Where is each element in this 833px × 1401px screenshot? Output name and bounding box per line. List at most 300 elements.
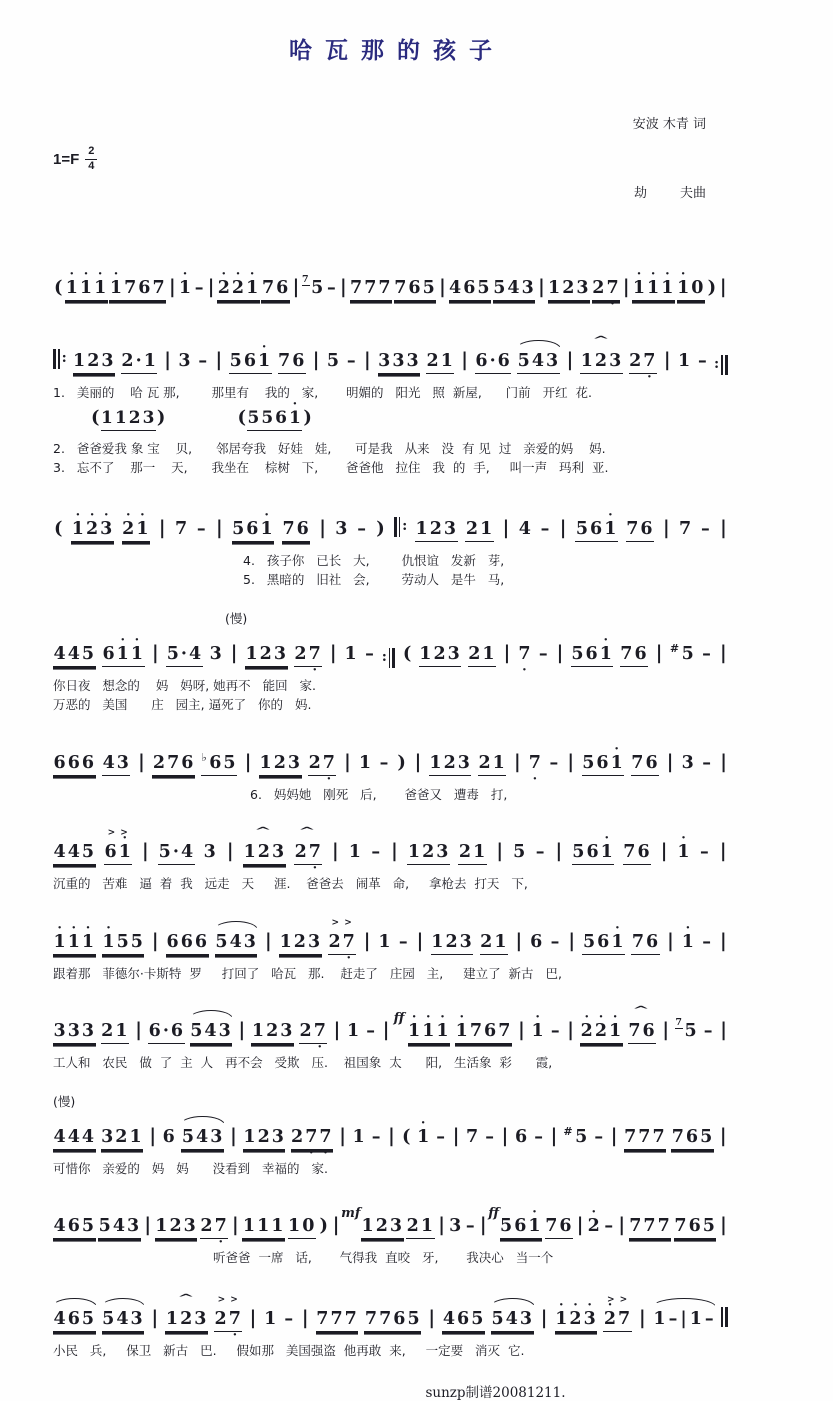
note-char: –	[398, 931, 409, 952]
note-char: · 1	[67, 932, 81, 952]
note-char: · 2	[587, 1216, 601, 1236]
note-group	[491, 1309, 534, 1332]
note-char: 4	[204, 1021, 218, 1041]
note-group	[53, 1216, 96, 1239]
note-char: 5	[681, 643, 695, 664]
note-char: 5	[571, 643, 585, 664]
note-group	[229, 351, 272, 374]
note-char: 7	[278, 351, 292, 371]
note-char: 5	[229, 351, 243, 371]
note-group	[540, 519, 551, 541]
note-group	[53, 932, 96, 955]
note-group	[53, 1127, 96, 1150]
note-char: –	[535, 842, 546, 862]
note-char: –	[668, 1308, 679, 1329]
note-group	[675, 1017, 698, 1043]
note-group	[178, 351, 192, 373]
notation-line	[53, 825, 728, 874]
note-char: · 1	[408, 1021, 422, 1041]
note-char: 1	[653, 1308, 667, 1329]
note-group	[155, 1216, 198, 1239]
note-char: 6	[637, 842, 651, 862]
note-char: 6	[181, 752, 195, 773]
dynamic-mark: ff	[488, 1206, 499, 1221]
music-system	[53, 331, 728, 478]
note-char: 1	[361, 1216, 375, 1236]
note-group	[465, 1216, 476, 1238]
note-group	[109, 278, 166, 301]
note-group	[243, 826, 286, 865]
barline: |	[438, 276, 446, 298]
note-char: 7	[379, 1308, 393, 1329]
dynamic-mark: mf	[341, 1206, 361, 1221]
note-char: 1	[480, 518, 494, 539]
note-char: –	[700, 518, 711, 539]
note-char: 3	[142, 407, 156, 428]
barline: |	[292, 276, 300, 298]
note-char: 2	[328, 931, 342, 952]
note-group	[702, 932, 713, 954]
barline: |	[339, 276, 347, 298]
note-char: 1	[243, 1126, 257, 1147]
note-char: 1	[243, 842, 257, 862]
note-char: 6	[162, 1126, 176, 1147]
note-char: 6	[194, 931, 209, 952]
repeat-end-barline: :	[382, 648, 396, 668]
note-char: 1	[143, 351, 157, 371]
note-group	[669, 641, 695, 666]
note-char: 5	[422, 278, 436, 298]
parenthesis: (	[54, 277, 63, 298]
note-char: 1	[429, 752, 443, 773]
note-char: · 2	[603, 1309, 617, 1329]
note-group	[518, 519, 532, 541]
note-char: 7	[626, 518, 640, 539]
note-group	[629, 1216, 672, 1239]
note-char: 1	[580, 351, 594, 371]
barline: |	[610, 1124, 618, 1147]
note-char: 7	[316, 1308, 330, 1329]
note-char: 5	[130, 931, 144, 952]
note-group	[623, 842, 651, 865]
note-char: 7	[620, 643, 634, 664]
note-char: 3	[519, 1308, 534, 1329]
note-char: · 1	[681, 932, 695, 952]
note-group	[166, 932, 209, 955]
note-char: 2	[433, 643, 447, 664]
barline: |	[719, 276, 727, 298]
note-char: 5	[81, 1216, 96, 1236]
note-group	[294, 826, 322, 865]
barline: |	[332, 1214, 340, 1236]
note-char: 3	[546, 351, 560, 371]
note-char: 7	[124, 278, 138, 298]
note-char: –	[538, 643, 549, 664]
note-group	[71, 519, 114, 542]
note-char: 7	[344, 1308, 358, 1329]
note-char: –	[702, 931, 713, 952]
barline: |	[496, 840, 504, 862]
note-group	[53, 1309, 96, 1332]
note-group	[517, 351, 560, 374]
barline: |	[537, 276, 545, 298]
note-char: 1	[494, 931, 508, 952]
note-group	[299, 1021, 327, 1044]
note-group	[366, 1021, 377, 1043]
note-char: 1	[129, 1126, 143, 1147]
note-char: 2	[180, 1308, 194, 1329]
note-group	[700, 842, 711, 864]
note-group	[162, 1127, 176, 1149]
accent-mark: > >	[606, 1294, 629, 1305]
note-group	[378, 351, 421, 374]
note-char: 2	[273, 752, 287, 773]
note-char: 7	[364, 1308, 379, 1329]
note-char: · 2	[580, 1021, 594, 1041]
note-group	[232, 519, 275, 542]
note-group	[620, 644, 648, 667]
notation-line	[53, 331, 728, 383]
notation-line	[53, 915, 728, 964]
note-char: 1	[407, 842, 422, 862]
barline: |	[666, 750, 674, 773]
barline: |	[329, 641, 337, 664]
slur-mark	[214, 921, 259, 930]
barline: |	[452, 1124, 460, 1147]
parenthesis: )	[319, 1215, 328, 1236]
note-group	[378, 932, 392, 954]
note-group	[316, 1309, 359, 1332]
note-char: 4	[53, 1126, 67, 1147]
note-group	[398, 932, 409, 954]
note-char: –	[485, 1126, 495, 1147]
barline: |	[576, 1214, 584, 1236]
key-label: 1=F	[53, 150, 80, 168]
barline: |	[391, 840, 398, 862]
music-system	[53, 499, 728, 590]
note-group	[326, 351, 340, 373]
note-char: –	[550, 1021, 561, 1041]
note-char: –	[436, 1126, 447, 1147]
note-group	[530, 932, 544, 954]
note-group	[361, 1216, 404, 1239]
note-char: 1	[245, 643, 259, 664]
note-char: 6	[243, 351, 258, 371]
note-char: · 3	[100, 519, 114, 539]
note-char: 1	[420, 1216, 435, 1236]
tempo-mark: (慢)	[225, 610, 248, 626]
sharp-accidental: #	[563, 1124, 574, 1138]
note-char: · 1	[677, 278, 691, 298]
barline: |	[312, 349, 320, 371]
note-char: –	[371, 842, 382, 862]
note-char: · 1	[436, 1021, 450, 1041]
note-char: 5	[311, 278, 325, 298]
note-char: · 1	[260, 519, 274, 539]
note-char: 2	[478, 752, 492, 773]
note-group	[166, 644, 202, 667]
note-group	[53, 644, 96, 667]
repeat-end-barline: :	[714, 355, 728, 375]
lyric-line: 你日夜 想念的 妈 妈呀, 她再不 能回 家.	[53, 677, 316, 693]
repeat-begin-barline: :	[394, 517, 408, 537]
note-char: 1	[378, 931, 392, 952]
note-char: 7	[330, 1308, 344, 1329]
note-char: 5	[81, 842, 96, 862]
note-group	[104, 828, 132, 865]
note-group	[697, 351, 708, 373]
note-group	[592, 278, 620, 301]
note-char: 2	[294, 842, 308, 862]
note-char: · 1	[632, 278, 646, 298]
barline: |	[719, 1124, 727, 1147]
note-char: ·	[172, 842, 180, 862]
note-group	[700, 519, 711, 541]
note-char: · 2	[231, 278, 245, 298]
note-char: 3	[392, 351, 406, 371]
barline: |	[151, 1306, 159, 1329]
note-group	[288, 1216, 316, 1239]
barline: |	[515, 929, 523, 952]
note-group	[466, 1127, 480, 1149]
note-char: 6	[408, 278, 422, 298]
note-group	[415, 519, 458, 542]
lyricist-credit: 安波 木青 词	[632, 117, 706, 132]
note-char: 6	[585, 643, 599, 664]
parenthesis: (	[237, 406, 246, 428]
slur-mark	[652, 1298, 716, 1307]
flat-accidental: ♭	[201, 750, 208, 764]
note-char: 7 ·	[308, 644, 322, 664]
note-char: –	[702, 752, 713, 773]
note-group	[442, 1309, 485, 1332]
note-group	[190, 1021, 233, 1044]
note-char: 2	[406, 1216, 420, 1236]
note-group	[357, 519, 368, 541]
note-char: 3	[447, 643, 461, 664]
note-char: 1	[548, 278, 562, 298]
note-group	[703, 1021, 714, 1043]
note-char: 3	[280, 1021, 294, 1041]
lyric-line: 跟着那 菲德尔·卡斯特 罗 打回了 哈瓦 那. 赶走了 庄园 主, 建立了 新古 巴,	[53, 965, 562, 981]
note-group	[531, 1021, 545, 1043]
slur-mark	[490, 1298, 535, 1307]
barline: |	[660, 840, 668, 862]
barline: |	[230, 641, 238, 664]
barline: |	[566, 349, 574, 371]
note-char: 6	[475, 351, 489, 371]
note-group	[677, 351, 691, 373]
note-group	[674, 1216, 717, 1239]
note-group	[122, 519, 150, 542]
note-char: 6	[138, 278, 152, 298]
note-group	[261, 278, 289, 301]
music-system	[53, 261, 728, 310]
note-char: 3	[609, 351, 623, 371]
note-char: –	[284, 1308, 295, 1329]
note-group	[549, 753, 560, 775]
barline: |	[229, 1124, 237, 1147]
note-char: 2	[629, 351, 643, 371]
note-char: 6	[67, 1308, 81, 1329]
note-char: · 1	[258, 351, 272, 371]
note-char: 5	[517, 351, 531, 371]
note-char: 6	[596, 752, 610, 773]
note-group	[102, 932, 145, 955]
note-char: 6	[484, 1021, 498, 1041]
note-char: 1	[492, 752, 506, 773]
note-char: 4	[67, 1126, 81, 1147]
barline: |	[141, 840, 149, 862]
note-char: 4	[102, 752, 116, 773]
note-char: 7	[631, 752, 645, 773]
sharp-accidental: #	[669, 641, 681, 655]
note-char: · 1	[81, 932, 95, 952]
barline: |	[339, 1124, 347, 1147]
note-char: 7	[679, 518, 693, 539]
note-char: 5	[158, 842, 172, 862]
note-char: 5	[500, 1216, 514, 1236]
barline: |	[416, 929, 424, 952]
note-char: 5	[232, 518, 246, 539]
note-group	[575, 519, 618, 542]
note-char: 2	[200, 1216, 214, 1236]
note-group	[681, 753, 695, 775]
barline: |	[662, 1019, 670, 1041]
meter-numerator: 2	[85, 146, 97, 160]
note-group	[603, 1294, 632, 1332]
note-char: 6	[559, 1216, 573, 1236]
note-char: 7	[364, 278, 378, 298]
music-system	[53, 1094, 728, 1179]
lyric-line: 可惜你 亲爱的 妈 妈 没看到 幸福的 家.	[53, 1160, 328, 1176]
note-char: · 1	[71, 519, 85, 539]
parenthesis: )	[397, 751, 406, 773]
note-group	[429, 753, 472, 776]
note-char: · 1	[136, 519, 150, 539]
note-char: 6	[81, 752, 96, 773]
note-char: 4	[53, 643, 67, 664]
note-char: 6	[642, 1021, 656, 1041]
note-char: 2	[294, 643, 308, 664]
barline: |	[567, 750, 575, 773]
note-char: 4	[81, 1126, 96, 1147]
note-char: 7	[261, 278, 276, 298]
lyric-line: 万恶的 美国 庄 园主, 逼死了 你的 妈.	[53, 697, 312, 712]
note-char: 4	[67, 643, 81, 664]
note-char: 6	[104, 842, 118, 862]
note-char: –	[702, 643, 712, 664]
note-group	[449, 278, 492, 301]
barline: |	[414, 750, 422, 773]
note-char: 6	[646, 931, 660, 952]
note-char: 6	[688, 1216, 702, 1236]
note-char: · 1	[555, 1309, 569, 1329]
barline: |	[151, 929, 159, 952]
repeat-begin-barline: :	[53, 349, 67, 369]
note-group	[102, 644, 145, 667]
note-group	[121, 351, 157, 374]
note-char: 5	[181, 1126, 196, 1147]
note-char: –	[700, 842, 710, 862]
barline: |	[164, 349, 172, 371]
note-group	[251, 1021, 294, 1044]
note-char: 2	[214, 1308, 228, 1329]
notation-line	[53, 1004, 728, 1053]
note-group	[394, 278, 437, 301]
note-char: 3	[209, 643, 223, 664]
grace-note: 7	[302, 274, 310, 285]
note-char: 5	[493, 278, 507, 298]
note-group	[604, 1216, 615, 1238]
note-char: 7	[545, 1216, 559, 1236]
note-char: · 1	[610, 753, 624, 773]
note-group	[102, 753, 130, 776]
note-group	[571, 644, 614, 667]
parenthesis: )	[707, 277, 717, 298]
barline: |	[207, 276, 215, 298]
parenthesis: )	[156, 406, 166, 428]
note-char: 3	[116, 752, 130, 773]
note-group	[528, 753, 542, 775]
note-char: 1	[288, 1216, 302, 1236]
note-char: –	[534, 1126, 544, 1147]
barline: |	[215, 349, 223, 371]
note-char: 3	[67, 1021, 81, 1041]
note-char: 7	[671, 1126, 685, 1147]
note-char: 7	[469, 1021, 484, 1041]
note-char: 7	[657, 1216, 671, 1236]
note-group	[217, 278, 260, 301]
note-group	[436, 1127, 447, 1149]
note-group	[500, 1216, 543, 1239]
note-char: 7	[643, 1216, 657, 1236]
barline: |	[503, 641, 511, 664]
note-char: 1	[279, 931, 293, 952]
note-char: 4	[531, 351, 546, 371]
note-char: 7	[378, 278, 392, 298]
note-char: 7 ·	[606, 278, 620, 298]
barline: |	[719, 516, 727, 539]
lyric-line: 小民 兵, 保卫 新古 巴. 假如那 美国强盗 他再敢 来, 一定要 消灭 它.	[53, 1342, 525, 1358]
note-char: 2	[594, 351, 609, 371]
note-group	[408, 1021, 451, 1044]
composer-credit: 劫 夫曲	[633, 186, 706, 201]
note-char: · 1	[79, 278, 93, 298]
key-signature	[53, 146, 97, 172]
barline: |	[719, 929, 727, 952]
note-char: –	[594, 1126, 605, 1147]
note-group	[327, 278, 338, 300]
note-group	[264, 1309, 278, 1331]
note-char: 4	[53, 842, 67, 862]
note-char: 1	[352, 1126, 366, 1147]
barline: |	[249, 1306, 257, 1329]
note-char: 1	[473, 842, 487, 862]
note-group	[247, 408, 302, 431]
note-char: 3	[130, 1308, 144, 1329]
note-char: |	[680, 1308, 688, 1329]
notation-line	[53, 1110, 728, 1159]
note-char: · 1	[65, 278, 79, 298]
note-char: 5	[190, 1021, 204, 1041]
note-char: –	[703, 1021, 714, 1041]
note-char: 3	[457, 752, 471, 773]
note-char: 7	[282, 518, 296, 539]
note-group	[101, 1127, 144, 1150]
note-char: 2	[308, 752, 322, 773]
note-char: 1	[101, 407, 114, 428]
